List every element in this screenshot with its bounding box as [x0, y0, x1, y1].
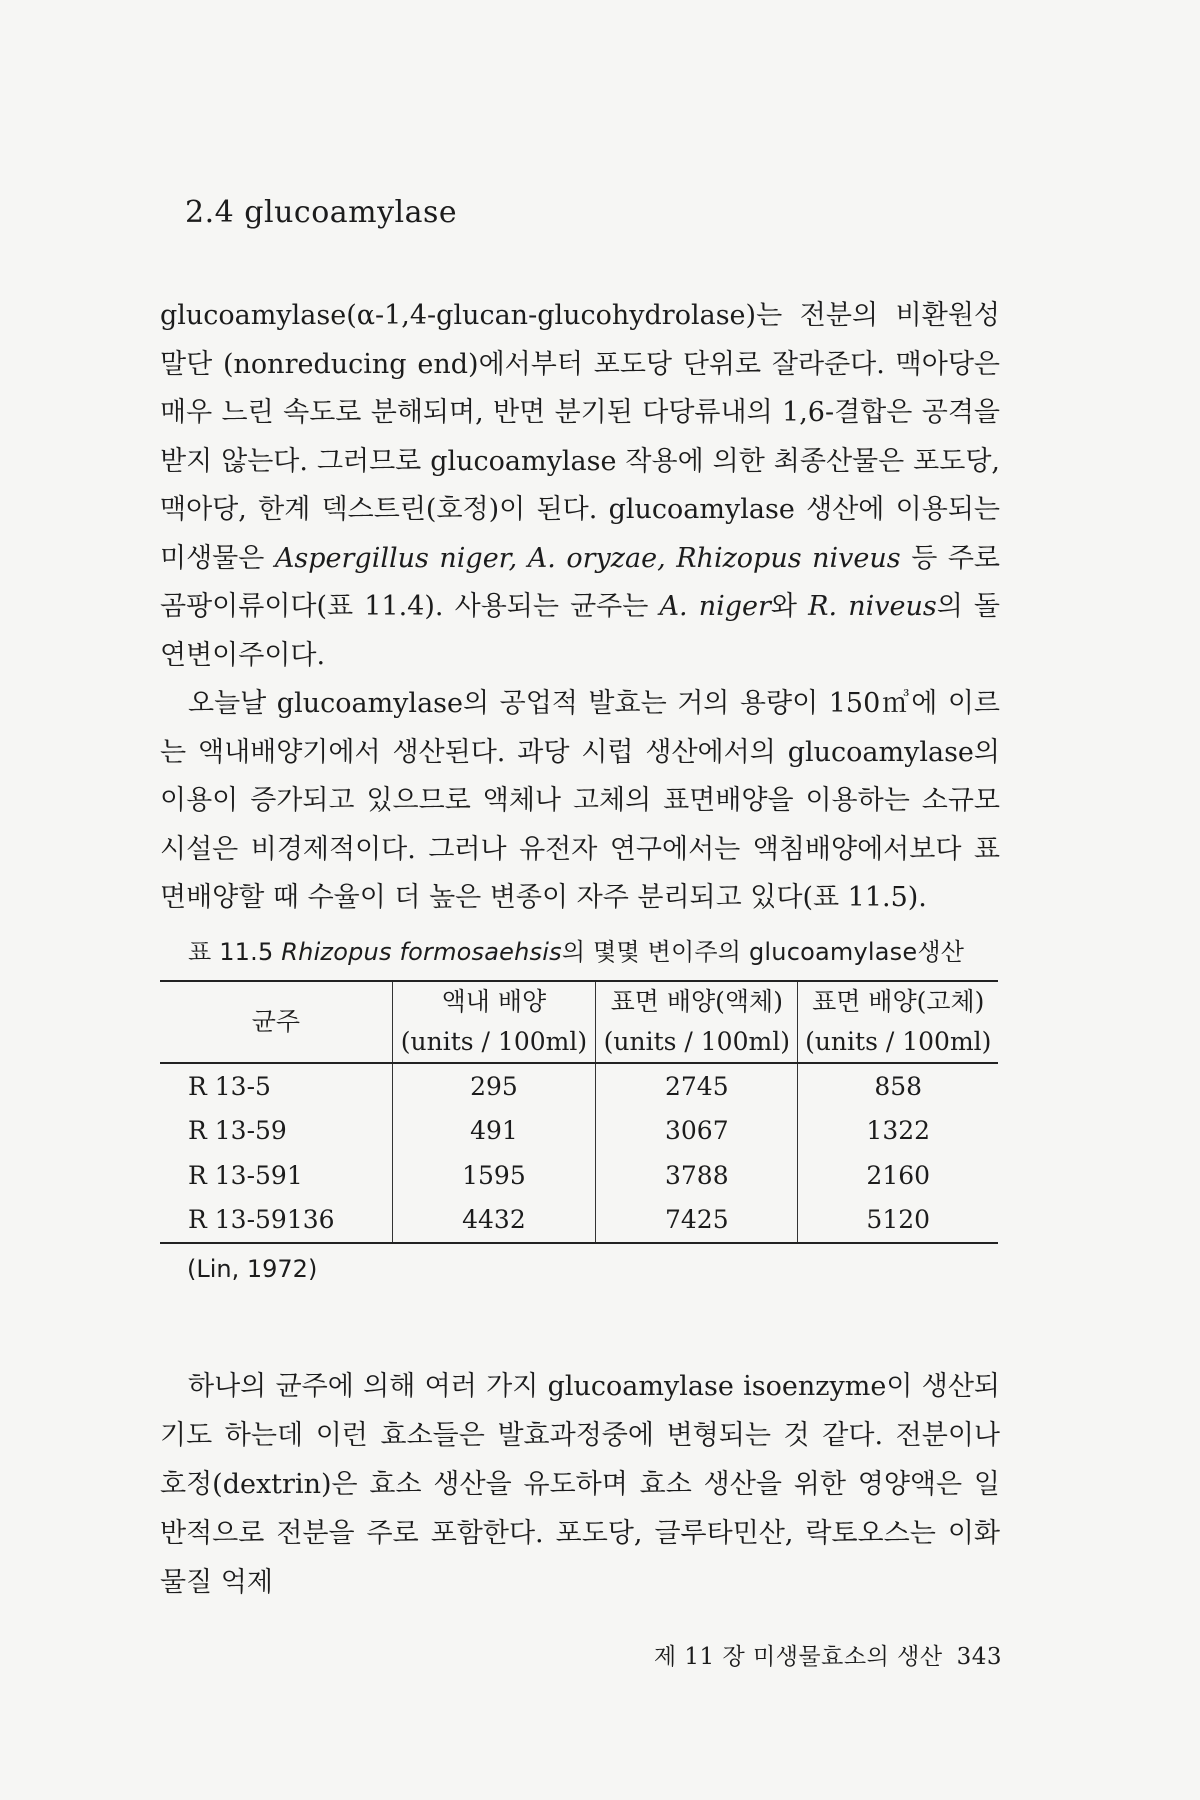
- cell-value: 4432: [392, 1198, 595, 1244]
- table-row: [160, 1153, 998, 1198]
- table-citation: (Lin, 1972): [187, 1255, 318, 1283]
- cell-value: 1322: [866, 1116, 931, 1146]
- cell-value: 1595: [392, 1153, 595, 1198]
- page-number: 343: [956, 1644, 1002, 1670]
- cell-value: 7425: [596, 1198, 798, 1244]
- page-footer: [640, 1638, 1002, 1671]
- header-surface-solid: 표면 배양(고체) (units / 100ml): [798, 981, 998, 1063]
- header-submerged-culture: 액내 배양 (units / 100ml): [392, 981, 595, 1063]
- table-caption: [188, 932, 964, 967]
- section-number: 2.4: [185, 195, 235, 230]
- paragraph-text: 와: [770, 591, 809, 622]
- organism-names: Aspergillus niger, A. oryzae, Rhizopus niveus: [274, 542, 901, 574]
- cell-value: 5120: [798, 1198, 998, 1244]
- caption-organism: Rhizopus formosaehsis: [281, 938, 562, 966]
- body-text-block: [160, 292, 1000, 923]
- organism-name: R. niveus: [808, 591, 937, 622]
- cell-value: 858: [874, 1071, 923, 1101]
- cell-value: 491: [392, 1109, 595, 1154]
- strain-production-table: [160, 980, 998, 1244]
- cell-strain: R 13-59: [160, 1109, 392, 1154]
- caption-suffix: 의 몇몇 변이주의 glucoamylase생산: [561, 938, 965, 966]
- header-surface-liquid: 표면 배양(액체) (units / 100ml): [596, 981, 798, 1063]
- cell-value: 3067: [596, 1109, 798, 1154]
- table-row: [160, 1198, 998, 1244]
- paragraph-isoenzymes: 하나의 균주에 의해 여러 가지 glucoamylase isoenzyme이 생산되기도 하는데 이런 효소들은 발효과정중에 변형되는 것 같다. 전분이나 호정(dextrin)은 효소 생산을 유도하며 효소 생산을 위한 영양액은 일반적으로 전분을 주로 포함한다. 포도당, 글루타민산, 락토오스는 이화물질 억제: [160, 1371, 1000, 1598]
- caption-prefix: 표 11.5: [188, 938, 282, 966]
- cell-strain: R 13-591: [160, 1153, 392, 1198]
- paragraph-glucoamylase-intro: [160, 292, 1000, 680]
- header-strain: 균주: [160, 981, 392, 1063]
- table-row: [160, 1063, 998, 1109]
- cell-value: 295: [392, 1063, 595, 1109]
- paragraph-text: 등 주로 곰팡이류이다(표 11.4). 사용되는 균주는: [160, 542, 1000, 622]
- table-row: [160, 1109, 998, 1154]
- cell-value: 2745: [596, 1063, 798, 1109]
- section-heading: [185, 195, 457, 230]
- organism-name: A. niger: [659, 591, 771, 622]
- body-text-block: [160, 1362, 1000, 1607]
- section-title: glucoamylase: [244, 195, 458, 230]
- chapter-title: 제 11 장 미생물효소의 생산: [653, 1644, 943, 1670]
- paragraph-text: glucoamylase(α-1,4-glucan-glucohydrolase)는 전분의 비환원성 말단 (nonreducing end)에서부터 포도당 단위로 잘라준다. 맥아당은 매우 느린 속도로 분해되며, 반면 분기된 다당류내의 1,6-결합은 공격을 받지 않는다. 그러므로 glucoamylase 작용에 의한 최종산물은 포도당, 맥아당, 한계 덱스트린(호정)이 된다. glucoamylase 생산에 이용되는 미생물은: [160, 300, 1000, 574]
- cell-value: 3788: [596, 1153, 798, 1198]
- cell-value: 2160: [866, 1160, 931, 1190]
- cell-strain: R 13-5: [160, 1063, 392, 1109]
- paragraph-text: 의 돌연변이주이다.: [160, 591, 1001, 671]
- cell-strain: R 13-59136: [160, 1198, 392, 1244]
- table-header-row: [160, 981, 998, 1063]
- paragraph-industrial-fermentation: 오늘날 glucoamylase의 공업적 발효는 거의 용량이 150㎥에 이르는 액내배양기에서 생산된다. 과당 시럽 생산에서의 glucoamylase의 이용이 증가되고 있으므로 액체나 고체의 표면배양을 이용하는 소규모 시설은 비경제적이다. 그러나 유전자 연구에서는 액침배양에서보다 표면배양할 때 수율이 더 높은 변종이 자주 분리되고 있다(표 11.5).: [160, 688, 1000, 913]
